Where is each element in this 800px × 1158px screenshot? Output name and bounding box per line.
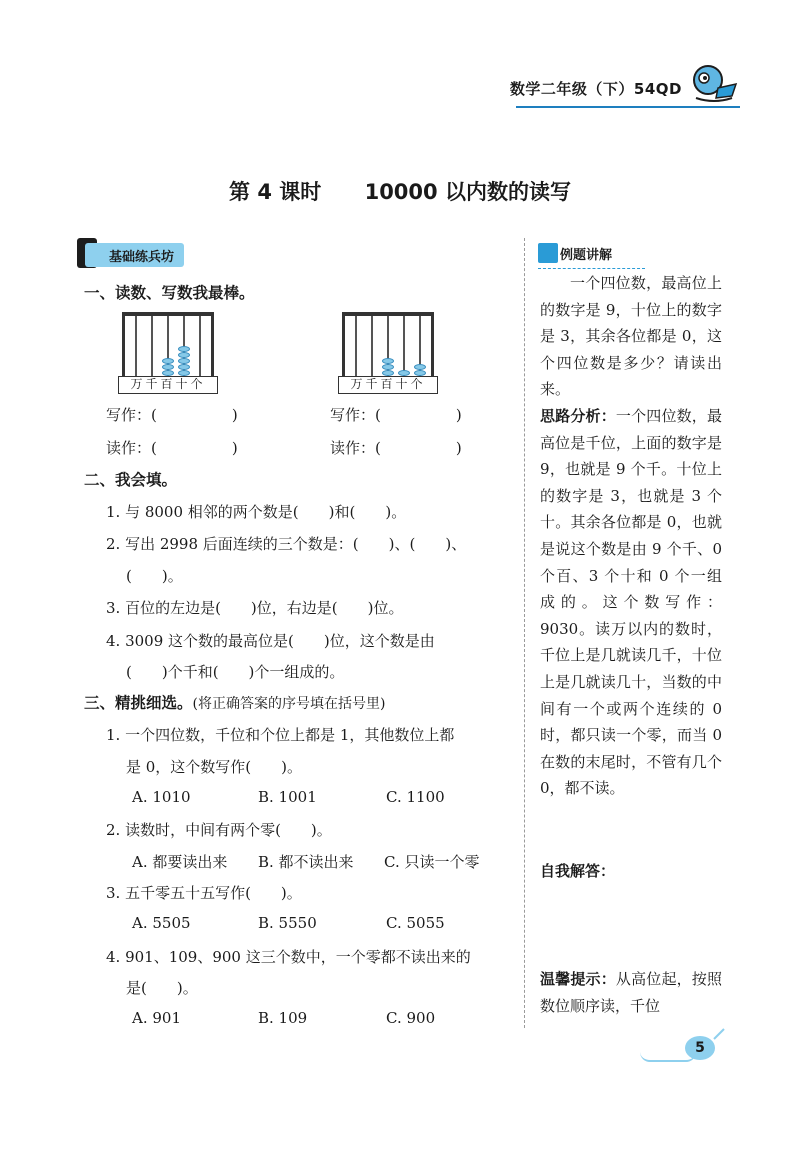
analysis-label: 思路分析： [540,407,616,425]
header-title: 数学二年级（下）54QD [509,80,682,98]
example-analysis [540,403,722,802]
abacus-bead [162,370,174,376]
abacus-rod [403,316,405,376]
q3-option[interactable]: A. 都要读出来 [132,853,228,871]
tip [540,966,722,1019]
abacus-rod [371,316,373,376]
q3-option[interactable]: B. 1001 [258,788,317,806]
tip-text: 从高位起，按照数位顺序读，千位 [540,970,722,1015]
example-badge: 例题讲解 [560,248,613,263]
pen-icon [712,1026,726,1040]
q3-heading: 三、精挑细选。 [84,694,193,712]
q3-option[interactable]: C. 只读一个零 [384,853,480,871]
mascot-icon [688,58,740,104]
q3-header [84,691,385,713]
q3-option[interactable]: C. 900 [386,1009,436,1027]
q3-option[interactable]: B. 109 [258,1009,308,1027]
abacus-label: 万千百十个 [338,376,438,394]
abacus-bead [178,352,190,358]
q2-item: 2. 写出 2998 后面连续的三个数是：( )、( )、 [106,535,467,553]
q2-item: 3. 百位的左边是( )位，右边是( )位。 [106,599,404,617]
abacus-frame-left [122,312,125,376]
q3-option[interactable]: B. 5550 [258,914,317,932]
abacus-label: 万千百十个 [118,376,218,394]
q3-note: (将正确答案的序号填在括号里) [192,696,386,712]
abacus-bead [178,346,190,352]
page-number: 5 [685,1036,715,1060]
abacus-rod [199,316,201,376]
tip-label: 温馨提示： [540,970,616,988]
q3-option[interactable]: A. 5505 [132,914,191,932]
read-blank-right[interactable]: 读作：( ) [330,439,462,457]
abacus-bead [178,370,190,376]
abacus-frame-right [211,312,214,376]
abacus-bead [162,358,174,364]
write-blank-left[interactable]: 写作：( ) [106,406,238,424]
column-divider [524,238,525,1028]
t-icon [538,243,558,263]
example-problem: 一个四位数，最高位上的数字是 9，十位上的数字是 3，其余各位都是 0，这个四位数是多少？请读出来。 [540,274,722,399]
self-answer-label: 自我解答： [540,862,616,880]
abacus-bead [398,370,410,376]
abacus-bead [382,358,394,364]
q3-option[interactable]: C. 5055 [386,914,445,932]
abacus-bead [178,364,190,370]
abacus-bead [414,370,426,376]
q3-option[interactable]: B. 都不读出来 [258,853,354,871]
q3-item-line: 是 0，这个数写作( )。 [126,758,303,776]
header-rule [516,106,740,108]
abacus-bead [414,364,426,370]
q3-option[interactable]: A. 1010 [132,788,191,806]
q3-item-line: 2. 读数时，中间有两个零( )。 [106,821,332,839]
section-badge: 基础练兵坊 [85,243,184,267]
lesson-number: 第 4 课时 [229,180,322,204]
abacus-rod [135,316,137,376]
abacus-bead [382,364,394,370]
q1-heading: 一、读数、写数我最棒。 [84,284,255,302]
q3-item-line: 3. 五千零五十五写作( )。 [106,884,302,902]
abacus-bead [178,358,190,364]
abacus-rod [151,316,153,376]
q3-item-line: 是( )。 [126,979,198,997]
q3-item-line: 4. 901、109、900 这三个数中，一个零都不读出来的 [106,948,471,966]
example-rule [538,268,645,269]
abacus-bead [162,364,174,370]
q2-item: 4. 3009 这个数的最高位是( )位，这个数是由 [106,632,435,650]
q2-item: ( )。 [126,567,183,585]
q2-item: 1. 与 8000 相邻的两个数是( )和( )。 [106,503,407,521]
lesson-title [0,176,800,206]
analysis-text: 一个四位数，最高位是千位，上面的数字是 9，也就是 9 个千。十位上的数字是 3，也就是 3 个十。其余各位都是 0，也就是说这个数是由 9 个千、0 个百、3 个十和 0 个一组成的。这个数写作：9030。读万以内的数时，千位上是几就读几千，十位上是几就读几十，当数的中间有一个或两个连续的 0 时，都只读一个零，而当 0 在数的末尾时，不管有几个 0，都不读。 [540,407,722,798]
abacus-bead [382,370,394,376]
q3-option[interactable]: C. 1100 [386,788,445,806]
write-blank-right[interactable]: 写作：( ) [330,406,462,424]
q2-item: ( )个千和( )个一组成的。 [126,663,345,681]
lesson-topic: 10000 以内数的读写 [364,180,571,204]
abacus-left [118,312,218,396]
abacus-frame-right [431,312,434,376]
q2-heading: 二、我会填。 [84,471,178,489]
abacus-rod [355,316,357,376]
abacus-right [338,312,438,396]
abacus-frame-left [342,312,345,376]
read-blank-left[interactable]: 读作：( ) [106,439,238,457]
q3-item-line: 1. 一个四位数，千位和个位上都是 1，其他数位上都 [106,726,455,744]
q3-option[interactable]: A. 901 [132,1009,181,1027]
